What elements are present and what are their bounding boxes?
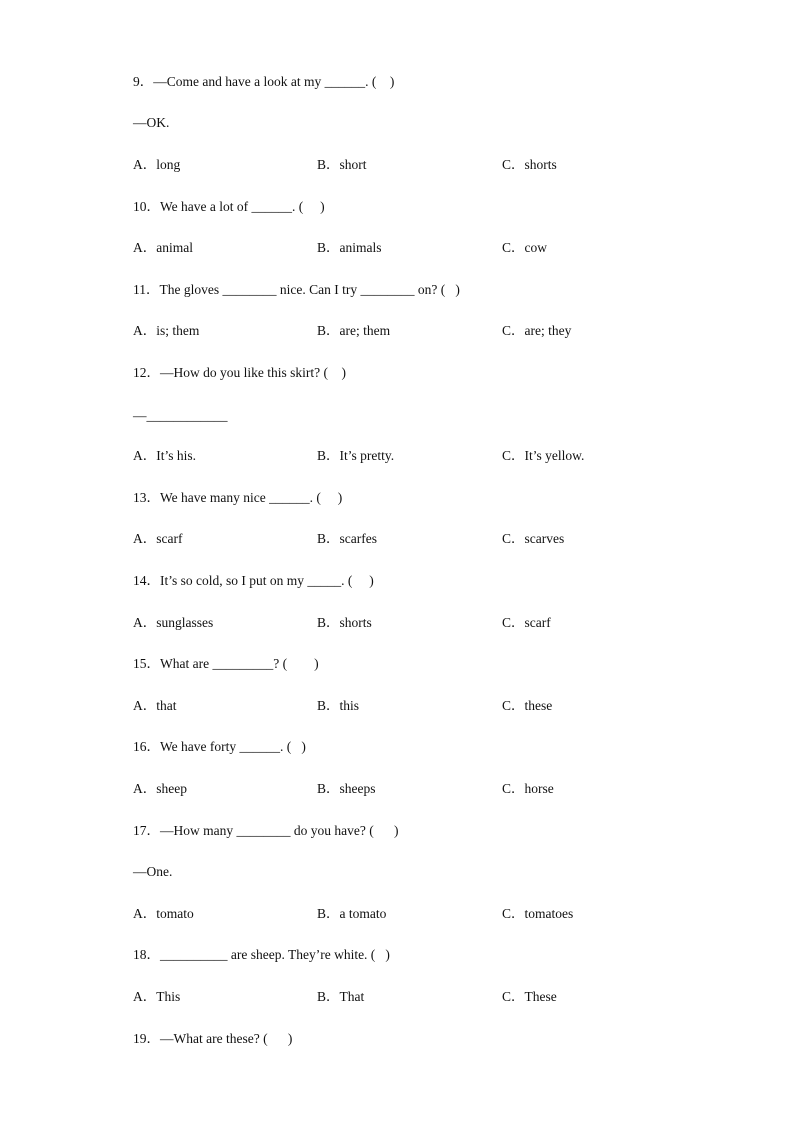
question-11-option-b[interactable]: B．are; them — [317, 323, 391, 338]
question-17-option-a[interactable]: A．tomato — [133, 906, 194, 921]
question-16-option-b[interactable]: B．sheeps — [317, 781, 376, 796]
question-17-option-c[interactable]: C．tomatoes — [502, 906, 574, 921]
question-17-option-b[interactable]: B．a tomato — [317, 906, 387, 921]
question-16-option-a[interactable]: A．sheep — [133, 781, 187, 796]
question-16-option-c[interactable]: C．horse — [502, 781, 554, 796]
question-18-option-a[interactable]: A．This — [133, 989, 181, 1004]
question-9-stem: 9．—Come and have a look at my ______. ( ) — [133, 74, 395, 89]
question-16-stem: 16．We have forty ______. ( ) — [133, 739, 306, 754]
question-14-option-b[interactable]: B．shorts — [317, 615, 372, 630]
question-12-stem: 12．—How do you like this skirt? ( ) — [133, 365, 346, 380]
question-18-option-c[interactable]: C．These — [502, 989, 557, 1004]
question-19-stem: 19．—What are these? ( ) — [133, 1031, 293, 1046]
question-10-option-c[interactable]: C．cow — [502, 240, 547, 255]
question-13-option-c[interactable]: C．scarves — [502, 531, 565, 546]
question-9-reply: —OK. — [133, 115, 170, 130]
question-14-option-c[interactable]: C．scarf — [502, 615, 551, 630]
question-12-option-b[interactable]: B．It’s pretty. — [317, 448, 395, 463]
question-13-option-a[interactable]: A．scarf — [133, 531, 183, 546]
question-10-stem: 10．We have a lot of ______. ( ) — [133, 199, 325, 214]
question-9-option-c[interactable]: C．shorts — [502, 157, 557, 172]
question-14-stem: 14．It’s so cold, so I put on my _____. ( ) — [133, 573, 374, 588]
question-12-reply: —____________ — [133, 408, 228, 423]
question-10-option-b[interactable]: B．animals — [317, 240, 382, 255]
question-12-option-a[interactable]: A．It’s his. — [133, 448, 197, 463]
question-13-option-b[interactable]: B．scarfes — [317, 531, 377, 546]
question-15-option-c[interactable]: C．these — [502, 698, 553, 713]
question-11-stem: 11．The gloves ________ nice. Can I try ________ on? ( ) — [133, 282, 460, 297]
question-10-option-a[interactable]: A．animal — [133, 240, 193, 255]
question-15-option-a[interactable]: A．that — [133, 698, 177, 713]
question-15-option-b[interactable]: B．this — [317, 698, 360, 713]
question-12-option-c[interactable]: C．It’s yellow. — [502, 448, 585, 463]
question-17-stem: 17．—How many ________ do you have? ( ) — [133, 823, 399, 838]
question-18-stem: 18．__________ are sheep. They’re white. ( ) — [133, 947, 390, 962]
question-11-option-c[interactable]: C．are; they — [502, 323, 572, 338]
question-15-stem: 15．What are _________? ( ) — [133, 656, 319, 671]
question-18-option-b[interactable]: B．That — [317, 989, 365, 1004]
question-9-option-a[interactable]: A．long — [133, 157, 181, 172]
question-13-stem: 13．We have many nice ______. ( ) — [133, 490, 343, 505]
question-9-option-b[interactable]: B．short — [317, 157, 367, 172]
question-17-reply: —One. — [133, 864, 173, 879]
question-11-option-a[interactable]: A．is; them — [133, 323, 200, 338]
question-14-option-a[interactable]: A．sunglasses — [133, 615, 214, 630]
